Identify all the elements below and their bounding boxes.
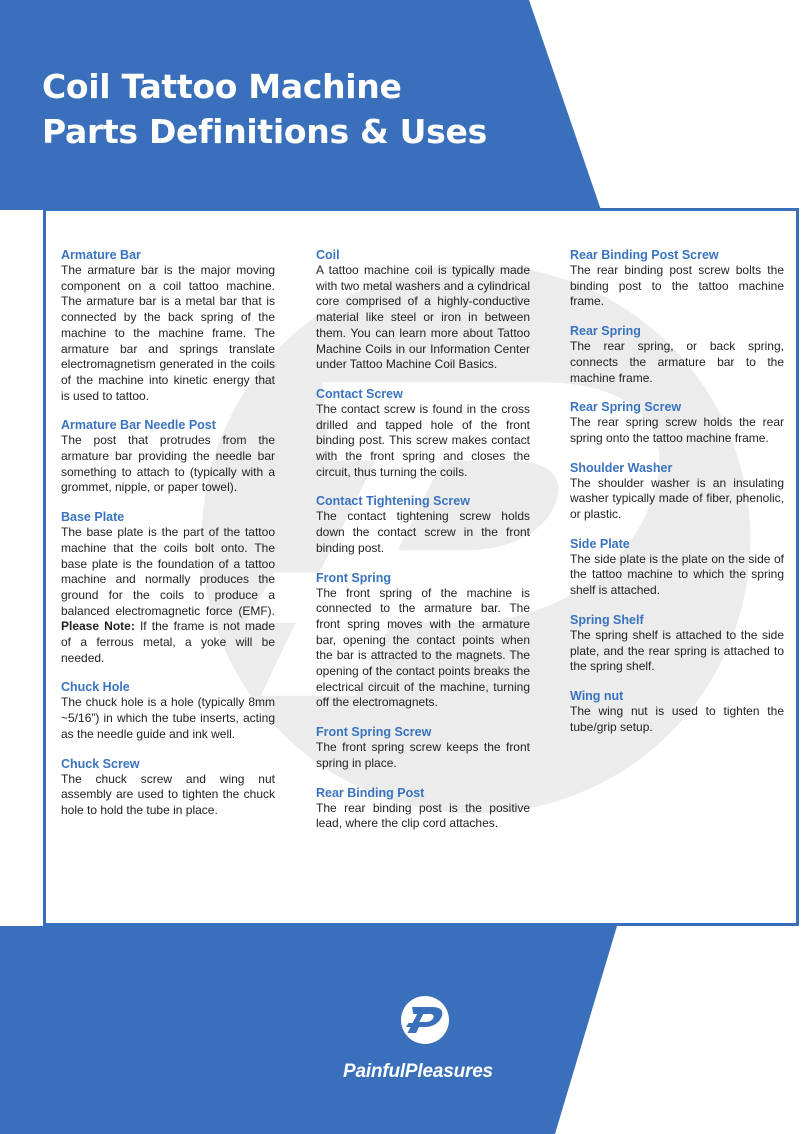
entry-armature-bar [61, 247, 275, 404]
term-side-plate: Side Plate [570, 536, 630, 551]
term-shoulder-washer: Shoulder Washer [570, 460, 673, 475]
entry-wing-nut [570, 688, 784, 735]
term-chuck-screw: Chuck Screw [61, 756, 140, 771]
please-note-label: Please Note: [61, 619, 135, 634]
definition-base-plate [61, 525, 275, 666]
entry-chuck-hole [61, 679, 275, 742]
entry-side-plate [570, 536, 784, 599]
entry-shoulder-washer [570, 460, 784, 523]
definition-base-plate-text: The base plate is the part of the tattoo machine that the coils bolt onto. The base plate is the foundation of a tattoo machine and normally produces the ground for the coils to produce a balanced electromagnetic force (EMF). [61, 525, 275, 618]
definition-front-spring: The front spring of the machine is connected to the armature bar. The front spring moves with the armature bar, opening the contact points when the bar is attracted to the magnets. The opening of the contact points breaks the electrical circuit of the machine, turning off the electromagnets. [316, 585, 530, 710]
entry-rear-spring-screw [570, 399, 784, 446]
page-title-line-1: Coil Tattoo Machine [42, 67, 402, 106]
definition-coil: A tattoo machine coil is typically made with two metal washers and a cylindrical core comprised of a highly-conductive material like steel or iron in between them. You can learn more about Tattoo Machine Coils in our Information Center under Tattoo Machine Coil Basics. [316, 263, 530, 372]
definition-contact-tightening-screw: The contact tightening screw holds down the contact screw in the front binding post. [316, 509, 530, 555]
term-base-plate: Base Plate [61, 510, 125, 525]
term-chuck-hole: Chuck Hole [61, 680, 130, 695]
definition-wing-nut: The wing nut is used to tighten the tube/grip setup. [570, 703, 784, 734]
definitions-card [43, 208, 799, 926]
entry-spring-shelf [570, 612, 784, 675]
entry-contact-screw [316, 386, 530, 481]
definition-contact-screw: The contact screw is found in the cross drilled and tapped hole of the front binding post. This screw makes contact with the front spring and closes the circuit, thus turning the coils. [316, 401, 530, 479]
definitions-column-3 [570, 247, 784, 748]
definition-side-plate: The side plate is the plate on the side of the tattoo machine to which the spring shelf is attached. [570, 551, 784, 598]
entry-rear-binding-post [316, 785, 530, 832]
term-rear-binding-post: Rear Binding Post [316, 785, 425, 800]
term-armature-bar-needle-post: Armature Bar Needle Post [61, 418, 216, 433]
definition-rear-binding-post-screw: The rear binding post screw bolts the binding post to the tattoo machine frame. [570, 263, 784, 309]
definition-spring-shelf: The spring shelf is attached to the side plate, and the rear spring is attached to the spring shelf. [570, 627, 784, 674]
definition-front-spring-screw: The front spring screw keeps the front spring in place. [316, 740, 530, 770]
entry-contact-tightening-screw [316, 493, 530, 556]
entry-rear-binding-post-screw [570, 247, 784, 310]
painfulpleasures-logo-icon [400, 995, 450, 1045]
definitions-column-2 [316, 247, 530, 845]
page-title [42, 64, 487, 154]
term-coil: Coil [316, 248, 340, 262]
term-rear-spring: Rear Spring [570, 324, 641, 339]
entry-front-spring [316, 570, 530, 712]
page-title-line-2: Parts Definitions & Uses [42, 112, 487, 151]
term-front-spring: Front Spring [316, 570, 391, 585]
term-rear-spring-screw: Rear Spring Screw [570, 400, 682, 415]
term-contact-tightening-screw: Contact Tightening Screw [316, 494, 470, 509]
definition-base-plate-note: If the frame is not made of a ferrous metal, a yoke will be needed. [61, 619, 275, 665]
brand-name: PainfulPleasures [343, 1061, 493, 1082]
footer-blue-shape [0, 926, 617, 1134]
definition-chuck-hole: The chuck hole is a hole (typically 8mm ~5/16”) in which the tube inserts, acting as the needle guide and ink well. [61, 695, 275, 741]
definition-rear-spring-screw: The rear spring screw holds the rear spring onto the tattoo machine frame. [570, 415, 784, 445]
entry-chuck-screw [61, 756, 275, 819]
entry-base-plate [61, 509, 275, 666]
entry-coil [316, 247, 530, 373]
term-armature-bar: Armature Bar [61, 248, 141, 262]
term-contact-screw: Contact Screw [316, 386, 403, 401]
definition-armature-bar-needle-post: The post that protrudes from the armature bar providing the needle bar something to attach to (typically with a grommet, nipple, or paper towel). [61, 433, 275, 495]
term-spring-shelf: Spring Shelf [570, 612, 644, 627]
term-front-spring-screw: Front Spring Screw [316, 725, 432, 740]
definition-armature-bar: The armature bar is the major moving component on a coil tattoo machine. The armature bar is a metal bar that is connected by the back spring of the machine to the machine frame. The armature bar and springs translate electromagnetism generated in the coils of the machine into kinetic energy that is used to tattoo. [61, 263, 275, 403]
definitions-column-1 [61, 247, 275, 832]
entry-front-spring-screw [316, 724, 530, 771]
definition-rear-spring: The rear spring, or back spring, connects the armature bar to the machine frame. [570, 339, 784, 385]
definition-rear-binding-post: The rear binding post is the positive lead, where the clip cord attaches. [316, 800, 530, 831]
term-rear-binding-post-screw: Rear Binding Post Screw [570, 248, 719, 262]
entry-rear-spring [570, 323, 784, 386]
definition-chuck-screw: The chuck screw and wing nut assembly are used to tighten the chuck hole to hold the tube in place. [61, 771, 275, 817]
term-wing-nut: Wing nut [570, 688, 624, 703]
definition-shoulder-washer: The shoulder washer is an insulating washer typically made of fiber, phenolic, or plastic. [570, 475, 784, 522]
entry-armature-bar-needle-post [61, 417, 275, 496]
